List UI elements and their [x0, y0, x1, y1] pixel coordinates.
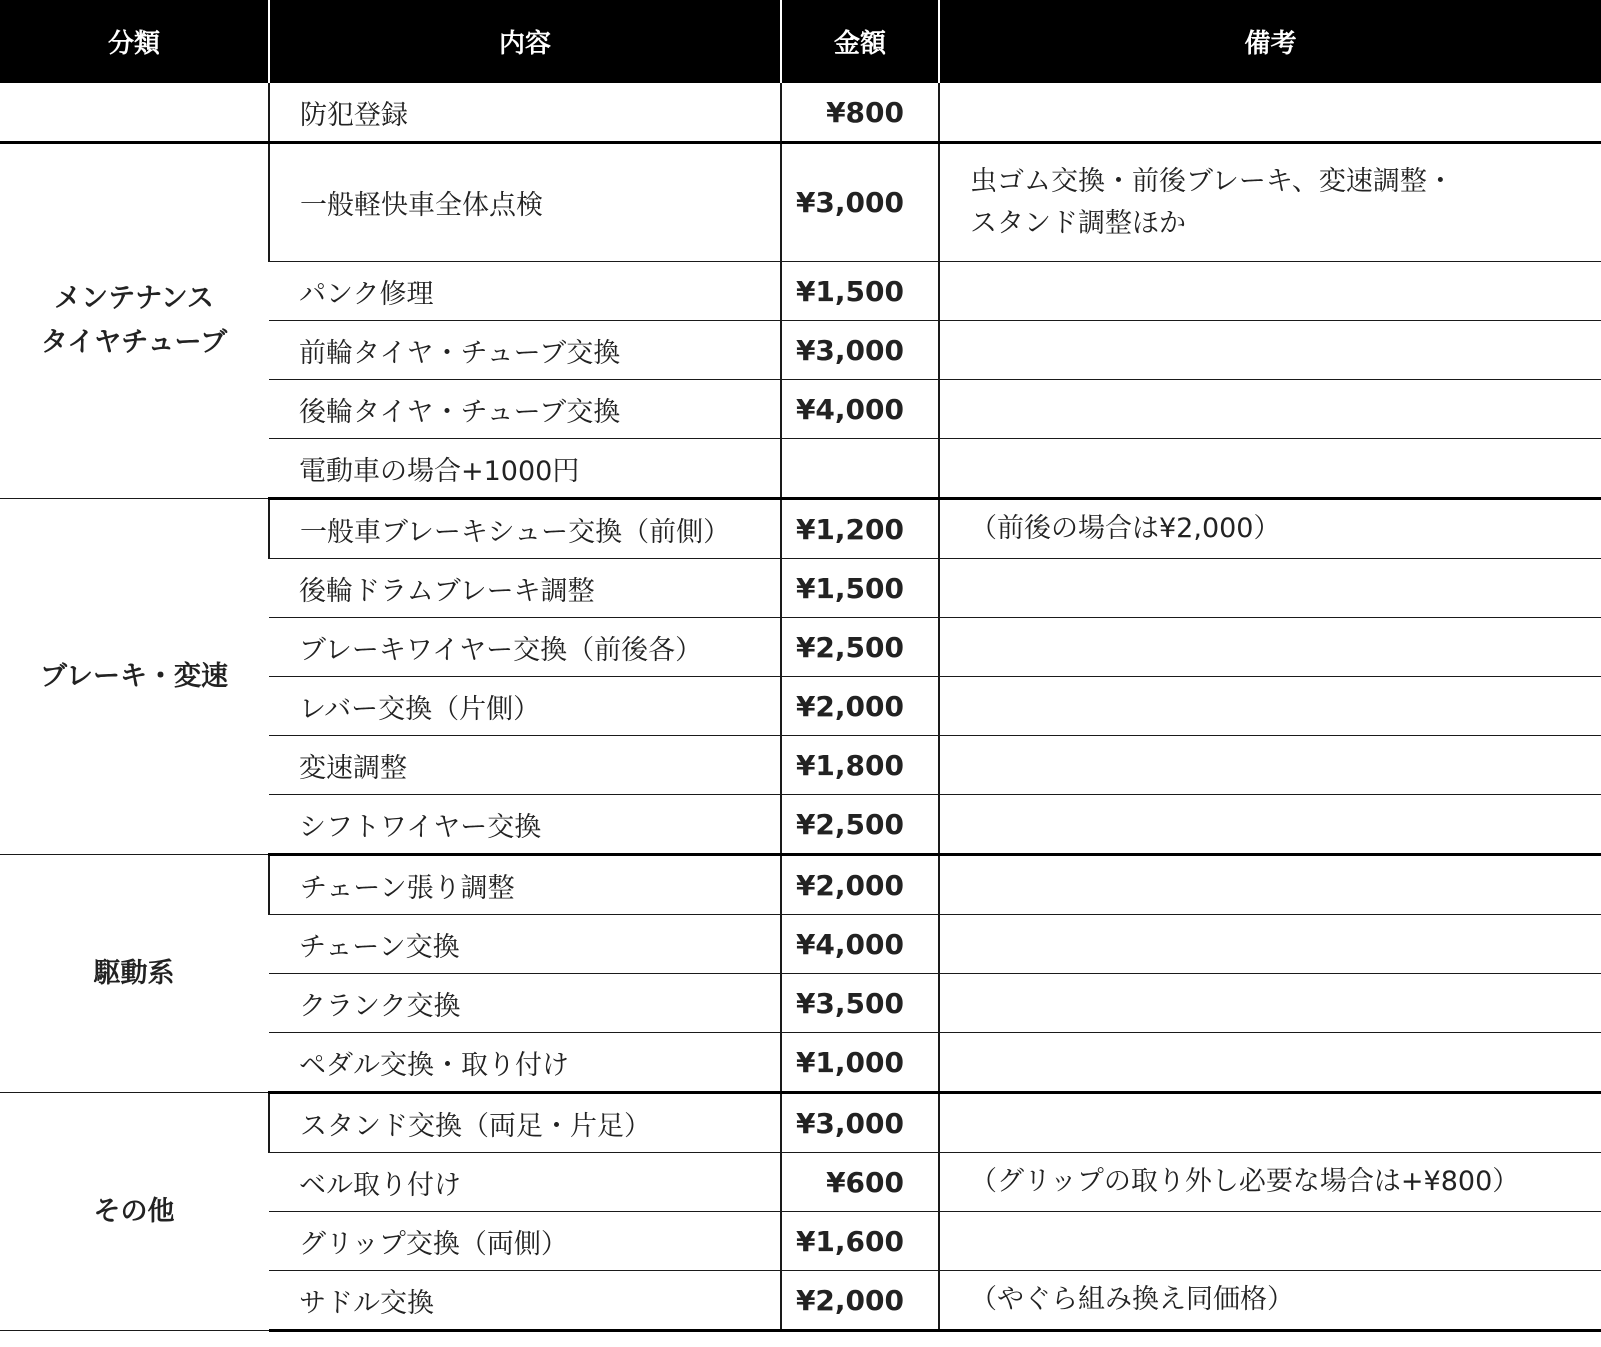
remarks-cell [939, 1212, 1601, 1271]
amount-cell: ¥1,800 [781, 736, 939, 795]
category-label: メンテナンス [54, 283, 214, 314]
amount-cell: ¥3,000 [781, 143, 939, 262]
remarks-line: スタンド調整ほか [970, 207, 1186, 239]
remarks-cell [939, 262, 1601, 321]
remarks-cell [939, 736, 1601, 795]
amount-cell: ¥3,500 [781, 974, 939, 1033]
remarks-cell [939, 915, 1601, 974]
remarks-cell [939, 855, 1601, 915]
remarks-cell: （前後の場合は¥2,000） [939, 499, 1601, 559]
header-row [0, 0, 1601, 83]
amount-cell: ¥4,000 [781, 915, 939, 974]
content-cell: パンク修理 [269, 262, 781, 321]
category-cell [0, 499, 269, 855]
amount-cell: ¥2,000 [781, 677, 939, 736]
category-cell [0, 1093, 269, 1331]
header-category: 分類 [0, 0, 269, 83]
content-cell: チェーン交換 [269, 915, 781, 974]
remarks-cell [939, 795, 1601, 855]
content-cell: 前輪タイヤ・チューブ交換 [269, 321, 781, 380]
header-amount: 金額 [781, 0, 939, 83]
amount-cell: ¥3,000 [781, 321, 939, 380]
content-cell: シフトワイヤー交換 [269, 795, 781, 855]
content-cell: 後輪タイヤ・チューブ交換 [269, 380, 781, 439]
amount-cell: ¥2,500 [781, 618, 939, 677]
remarks-cell [939, 439, 1601, 499]
remarks-cell [939, 618, 1601, 677]
remarks-cell [939, 974, 1601, 1033]
price-table-body [0, 83, 1601, 1331]
category-cell [0, 83, 269, 143]
amount-cell: ¥2,000 [781, 1271, 939, 1331]
category-label: ブレーキ・変速 [40, 660, 228, 692]
amount-cell [781, 439, 939, 499]
table-row [0, 855, 1601, 915]
amount-cell: ¥2,000 [781, 855, 939, 915]
content-cell: レバー交換（片側） [269, 677, 781, 736]
table-row [0, 83, 1601, 143]
remarks-cell [939, 1093, 1601, 1153]
amount-cell: ¥1,000 [781, 1033, 939, 1093]
header-content: 内容 [269, 0, 781, 83]
amount-cell: ¥1,500 [781, 262, 939, 321]
content-cell: ペダル交換・取り付け [269, 1033, 781, 1093]
remarks-cell [939, 559, 1601, 618]
content-cell: ベル取り付け [269, 1153, 781, 1212]
content-cell: サドル交換 [269, 1271, 781, 1331]
amount-cell: ¥800 [781, 83, 939, 143]
remarks-cell: （やぐら組み換え同価格） [939, 1271, 1601, 1331]
content-cell: 一般車ブレーキシュー交換（前側） [269, 499, 781, 559]
content-cell: チェーン張り調整 [269, 855, 781, 915]
table-row [0, 143, 1601, 262]
content-cell: 一般軽快車全体点検 [269, 143, 781, 262]
amount-cell: ¥1,600 [781, 1212, 939, 1271]
remarks-cell: （グリップの取り外し必要な場合は+¥800） [939, 1153, 1601, 1212]
remarks-cell [939, 677, 1601, 736]
remarks-cell [939, 1033, 1601, 1093]
table-row [0, 1093, 1601, 1153]
content-cell: 防犯登録 [269, 83, 781, 143]
category-cell [0, 855, 269, 1093]
content-cell: クランク交換 [269, 974, 781, 1033]
amount-cell: ¥600 [781, 1153, 939, 1212]
category-label: その他 [93, 1195, 175, 1227]
content-cell: 後輪ドラムブレーキ調整 [269, 559, 781, 618]
amount-cell: ¥1,500 [781, 559, 939, 618]
remarks-cell [939, 321, 1601, 380]
category-cell [0, 143, 269, 499]
remarks-cell [939, 83, 1601, 143]
amount-cell: ¥3,000 [781, 1093, 939, 1153]
category-label: タイヤチューブ [40, 327, 228, 358]
table-row [0, 499, 1601, 559]
amount-cell: ¥1,200 [781, 499, 939, 559]
remarks-cell [939, 380, 1601, 439]
content-cell: グリップ交換（両側） [269, 1212, 781, 1271]
remarks-cell [939, 143, 1601, 262]
content-cell: 電動車の場合+1000円 [269, 439, 781, 499]
amount-cell: ¥2,500 [781, 795, 939, 855]
content-cell: スタンド交換（両足・片足） [269, 1093, 781, 1153]
header-remarks: 備考 [939, 0, 1601, 83]
content-cell: 変速調整 [269, 736, 781, 795]
category-label: 駆動系 [93, 957, 175, 989]
amount-cell: ¥4,000 [781, 380, 939, 439]
content-cell: ブレーキワイヤー交換（前後各） [269, 618, 781, 677]
remarks-line: 虫ゴム交換・前後ブレーキ、変速調整・ [970, 165, 1454, 197]
